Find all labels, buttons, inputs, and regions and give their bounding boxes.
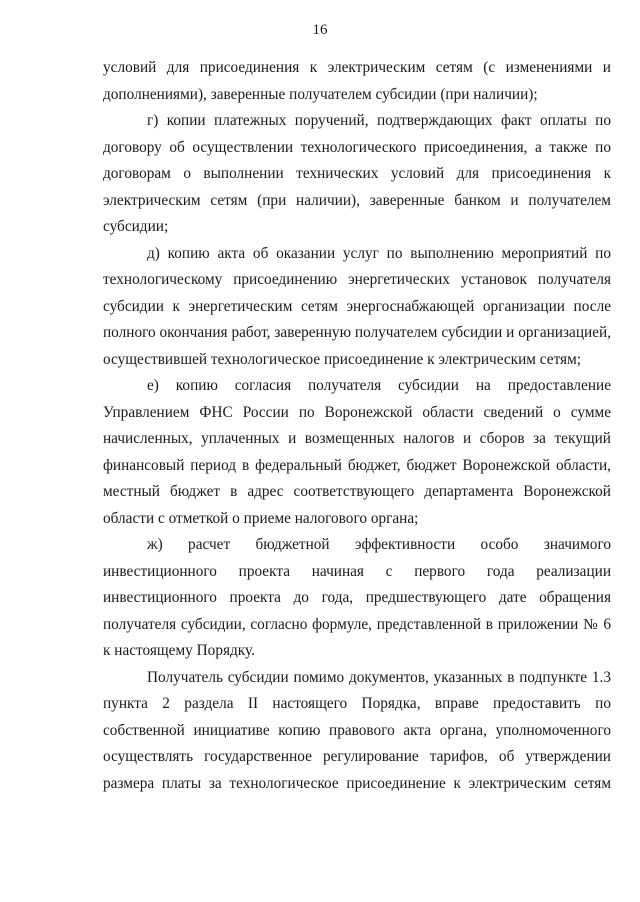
paragraph-item-g: г) копии платежных поручений, подтверждающих факт оплаты по договору об осуществлении технологического присоединения, а также по договорам о выполнении технических условий для присоединения к электрическим сетям (при наличии), заверенные банком и получателем субсидии; (103, 112, 611, 235)
paragraph-item-zh: ж) расчет бюджетной эффективности особо значимого инвестиционного проекта начиная с первого года реализации инвестиционного проекта до года, предшествующего дате обращения получателя субсидии, согласно формуле, представленной в приложении № 6 к настоящему Порядку. (103, 536, 611, 659)
document-body (103, 55, 611, 797)
paragraph-continuation: условий для присоединения к электрическим сетям (с изменениями и дополнениями), заверенные получателем субсидии (при наличии); (103, 59, 611, 103)
paragraph-item-d: д) копию акта об оказании услуг по выполнению мероприятий по технологическому присоединению энергетических установок получателя субсидии к энергетическим сетям энергоснабжающей организации после полного окончания работ, заверенную получателем субсидии и организацией, осуществившей технологическое присоединение к электрическим сетям; (103, 244, 611, 368)
paragraph-item-e: е) копию согласия получателя субсидии на предоставление Управлением ФНС России по Воронежской области сведений о сумме начисленных, уплаченных и возмещенных налогов и сборов за текущий финансовый период в федеральный бюджет, бюджет Воронежской области, местный бюджет в адрес соответствующего департамента Воронежской области с отметкой о приеме налогового органа; (103, 377, 611, 527)
page-number: 16 (312, 22, 328, 38)
paragraph-recipient-note: Получатель субсидии помимо документов, указанных в подпункте 1.3 пункта 2 раздела II настоящего Порядка, вправе предоставить по собственной инициативе копию правового акта органа, уполномоченного осуществлять государственное регулирование тарифов, об утверждении размера платы за технологическое присоединение к электрическим сетям (103, 668, 611, 792)
